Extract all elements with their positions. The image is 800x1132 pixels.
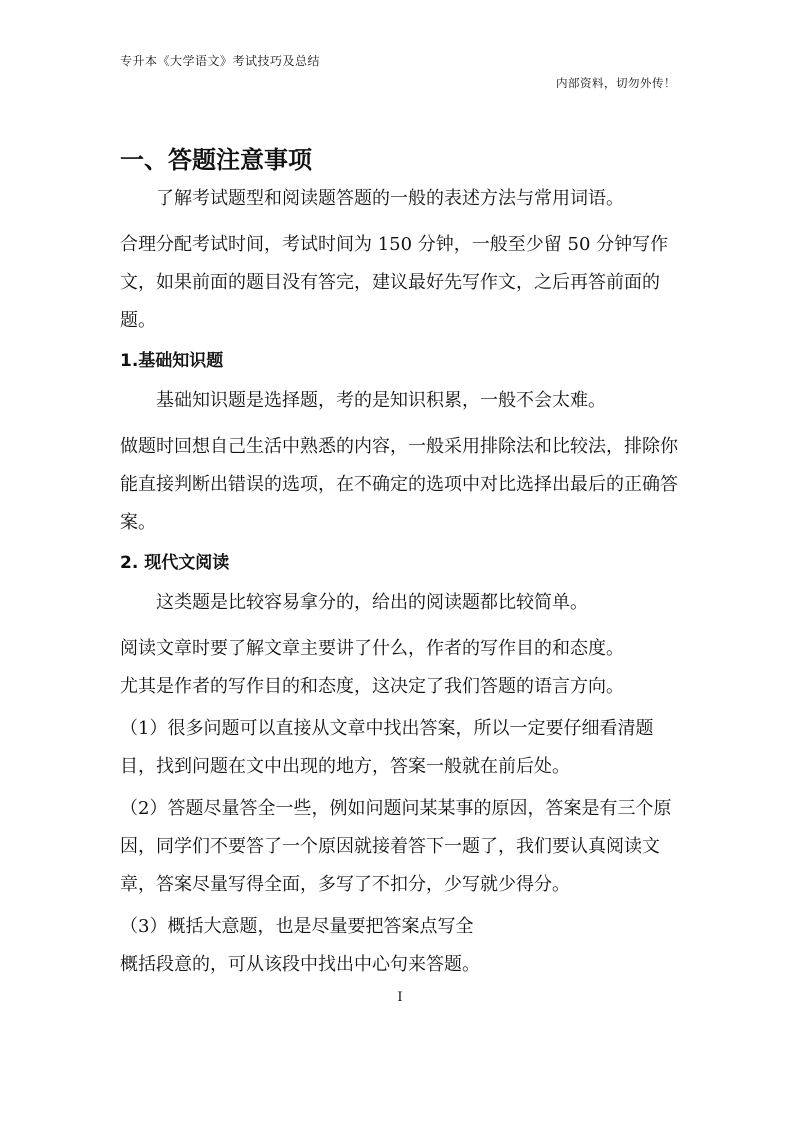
header-notice: 内部资料，切勿外传！ <box>556 76 676 90</box>
page-number: I <box>397 990 403 1005</box>
reading-tip-3: （3）概括大意题，也是尽量要把答案点写全 <box>120 916 474 937</box>
reading-tip-1: （1）很多问题可以直接从文章中找出答案，所以一定要仔细看清题目，找到问题在文中出现的地方，答案一般就在前后处。 <box>120 718 654 777</box>
reading-tip-3-continued: 概括段意的，可从该段中找出中心句来答题。 <box>120 954 480 975</box>
basic-knowledge-paragraph-1: 基础知识题是选择题，考的是知识积累，一般不会太难。 <box>156 390 606 411</box>
section-title: 一、答题注意事项 <box>120 146 312 174</box>
modern-reading-paragraph-1: 这类题是比较容易拿分的，给出的阅读题都比较简单。 <box>156 592 588 613</box>
section-intro: 了解考试题型和阅读题答题的一般的表述方法与常用词语。 <box>156 188 624 209</box>
document-body <box>120 140 685 984</box>
modern-reading-heading: 2. 现代文阅读 <box>120 553 230 573</box>
modern-reading-paragraph-3: 尤其是作者的写作目的和态度，这决定了我们答题的语言方向。 <box>120 676 624 697</box>
header-title: 专升本《大学语文》考试技巧及总结 <box>120 54 321 68</box>
basic-knowledge-paragraph-2: 做题时回想自己生活中熟悉的内容，一般采用排除法和比较法，排除你能直接判断出错误的选项，在不确定的选项中对比选择出最后的正确答案。 <box>120 436 678 533</box>
reading-tip-2: （2）答题尽量答全一些，例如问题问某某事的原因，答案是有三个原因，同学们不要答了一个原因就接着答下一题了，我们要认真阅读文章，答案尽量写得全面，多写了不扣分，少写就少得分。 <box>120 798 672 895</box>
time-advice-paragraph: 合理分配考试时间，考试时间为 150 分钟，一般至少留 50 分钟写作文，如果前面的题目没有答完，建议最好先写作文，之后再答前面的题。 <box>120 234 669 331</box>
basic-knowledge-heading: 1.基础知识题 <box>120 351 224 371</box>
modern-reading-paragraph-2: 阅读文章时要了解文章主要讲了什么，作者的写作目的和态度。 <box>120 638 624 659</box>
